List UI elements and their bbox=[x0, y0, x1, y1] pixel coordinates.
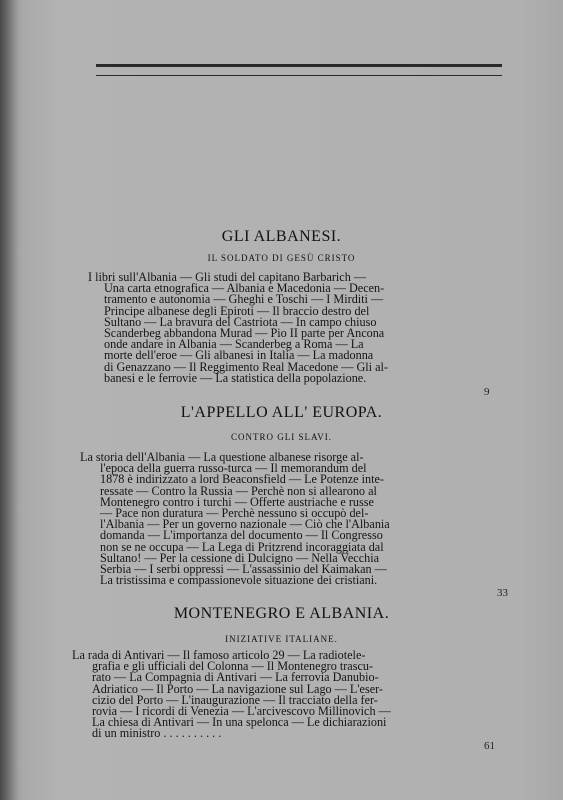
summary-line: 1878 è indirizzato a lord Beaconsfield — Le Potenze inte- bbox=[100, 472, 384, 487]
chapter-subtitle: CONTRO GLI SLAVI. bbox=[230, 432, 333, 442]
chapter-title: GLI ALBANESI. bbox=[221, 228, 342, 245]
chapter-gli-albanesi bbox=[0, 228, 563, 246]
summary-line: domanda — L'importanza del documento — Il Congresso bbox=[100, 528, 383, 543]
summary-line: Sultano! — Per la cessione di Dulcigno — Nella Vecchia bbox=[100, 550, 380, 565]
chapter-subtitle: IL SOLDATO DI GESÙ CRISTO bbox=[207, 253, 356, 263]
summary-line: Montenegro contro i turchi — Offerte austriache e russe bbox=[100, 494, 374, 509]
summary-line: La storia dell'Albania — La questione albanese risorge al- bbox=[80, 450, 364, 464]
summary-line: di Genazzano — Il Reggimento Real Macedone — Gli al- bbox=[104, 359, 388, 374]
summary-line: La tristissima e compassionevole situazione dei cristiani. bbox=[100, 573, 378, 588]
chapter-subtitle-wrap bbox=[0, 432, 563, 442]
chapter-subtitle-wrap bbox=[0, 634, 563, 644]
page-number: 9 bbox=[484, 386, 490, 398]
summary-line: di un ministro . . . . . . . . . . bbox=[92, 726, 222, 741]
chapter-subtitle-wrap bbox=[0, 253, 563, 263]
chapter-title: MONTENEGRO E ALBANIA. bbox=[173, 605, 390, 622]
page-number: 61 bbox=[484, 740, 495, 752]
summary-line: onde andare in Albania — Scanderbeg a Roma — La bbox=[104, 337, 364, 352]
summary-line: I libri sull'Albania — Gli studi del capitano Barbarich — bbox=[88, 270, 367, 284]
summary-line: rovia — I ricordi di Venezia — L'arcivescovo Millinovich — bbox=[92, 704, 391, 719]
summary-line: grafia e gli ufficiali del Colonna — Il Montenegro trascu- bbox=[92, 659, 374, 674]
chapter-title: L'APPELLO ALL' EUROPA. bbox=[180, 404, 383, 421]
summary-line: Adriatico — Il Porto — La navigazione sul Lago — L'eser- bbox=[92, 681, 383, 696]
chapter-summary bbox=[88, 272, 474, 384]
summary-line: l'Albania — Per un governo nazionale — Ciò che l'Albania bbox=[100, 517, 390, 532]
chapter-subtitle: INIZIATIVE ITALIANE. bbox=[225, 634, 338, 644]
summary-line: Sultano — La bravura del Castriota — In campo chiuso bbox=[104, 314, 377, 329]
summary-line: La rada di Antivari — Il famoso articolo 29 — La radiotele- bbox=[72, 648, 366, 662]
summary-line: La chiesa di Antivari — In una spelonca — Le dichiarazioni bbox=[92, 715, 387, 730]
summary-line: morte dell'eroe — Gli albanesi in Italia — La madonna bbox=[104, 348, 374, 363]
summary-line: non se ne occupa — La Lega di Pritzrend incoraggiata dal bbox=[100, 539, 384, 554]
chapter-appello bbox=[0, 404, 563, 422]
chapter-summary bbox=[80, 452, 480, 586]
summary-line: cizio del Porto — L'inaugurazione — Il tracciato della fer- bbox=[92, 692, 378, 707]
summary-line: ressate — Contro la Russia — Perchè non si allearono al bbox=[100, 483, 377, 498]
summary-line: — Pace non duratura — Perchè nessuno si occupò del- bbox=[100, 506, 369, 521]
page-number: 33 bbox=[497, 587, 508, 599]
summary-line: Scanderbeg abbandona Murad — Pio II parte per Ancona bbox=[104, 326, 385, 341]
summary-line: Una carta etnografica — Albania e Macedonia — Decen- bbox=[104, 281, 385, 296]
summary-line: l'epoca della guerra russo-turca — Il memorandum del bbox=[100, 461, 367, 476]
summary-line: tramento e autonomia — Gheghi e Toschi — I Mirditi — bbox=[104, 292, 384, 307]
summary-line: Serbia — I serbi oppressi — L'assassinio del Kaimakan — bbox=[100, 562, 387, 577]
chapter-montenegro bbox=[0, 605, 563, 623]
summary-line: Principe albanese degli Epiroti — Il braccio destro del bbox=[104, 303, 370, 318]
chapter-summary bbox=[72, 650, 478, 740]
summary-line: rato — La Compagnia di Antivari — La ferrovia Danubio- bbox=[92, 670, 379, 685]
book-gutter-shadow bbox=[0, 0, 18, 800]
header-rule-thin bbox=[96, 75, 502, 76]
summary-line: banesi e le ferrovie — La statistica della popolazione. bbox=[104, 370, 367, 385]
header-rule-thick bbox=[96, 64, 502, 67]
